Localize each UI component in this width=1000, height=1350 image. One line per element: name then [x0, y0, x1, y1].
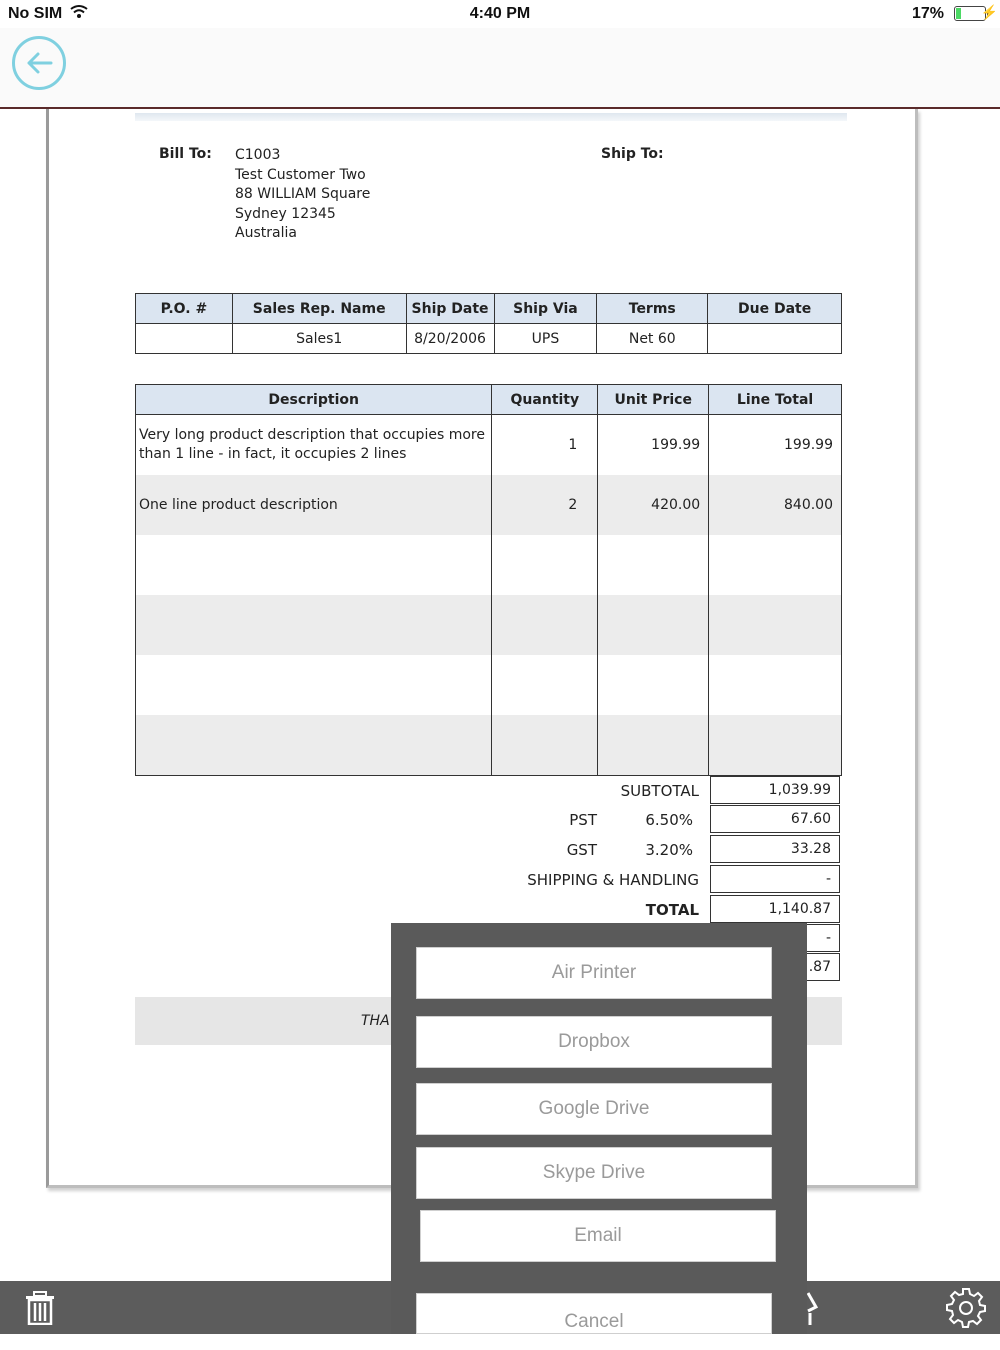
line-quantity: 1 [492, 415, 598, 476]
due-date-value [708, 324, 842, 354]
thank-you-text: THA [361, 1013, 390, 1029]
quantity-header: Quantity [492, 385, 598, 415]
status-bar [0, 0, 1000, 28]
google-drive-button[interactable]: Google Drive [416, 1083, 772, 1135]
share-icon[interactable] [806, 1289, 818, 1327]
bill-to-line: Australia [235, 225, 297, 241]
shipping-value: - [710, 865, 840, 893]
line-items-table [135, 384, 842, 776]
line-description: One line product description [136, 475, 492, 535]
bill-to-label: Bill To: [159, 146, 212, 162]
ship-to-label: Ship To: [601, 146, 664, 162]
due-date-header: Due Date [708, 294, 842, 324]
unit-price-header: Unit Price [598, 385, 709, 415]
skype-drive-button[interactable]: Skype Drive [416, 1147, 772, 1199]
ship-date-header: Ship Date [406, 294, 494, 324]
subtotal-value: 1,039.99 [710, 776, 840, 804]
email-button[interactable]: Email [420, 1210, 776, 1262]
paid-value: - [710, 924, 840, 952]
bill-to-line: 88 WILLIAM Square [235, 186, 371, 202]
line-unit-price: 199.99 [598, 415, 709, 476]
empty-row [136, 535, 842, 595]
terms-value: Net 60 [597, 324, 708, 354]
shipping-label: SHIPPING & HANDLING [527, 871, 699, 889]
dropbox-button[interactable]: Dropbox [416, 1016, 772, 1068]
empty-row [136, 655, 842, 715]
line-total: 840.00 [709, 475, 842, 535]
line-description: Very long product description that occupies more than 1 line - in fact, it occupies 2 lines [136, 415, 492, 476]
cancel-button[interactable]: Cancel [416, 1293, 772, 1334]
pst-rate: 6.50% [645, 811, 693, 829]
share-sheet [391, 923, 807, 1334]
line-total: 199.99 [709, 415, 842, 476]
trash-icon[interactable] [24, 1291, 56, 1325]
table-row [136, 475, 842, 535]
pst-label: PST [569, 811, 597, 829]
gst-rate: 3.20% [645, 841, 693, 859]
charging-icon: ⚡ [980, 4, 998, 20]
nav-bar [0, 28, 1000, 109]
bill-to-line: Sydney 12345 [235, 205, 336, 222]
back-arrow-icon [15, 39, 63, 87]
table-row [136, 415, 842, 476]
bill-to-line: Test Customer Two [235, 166, 366, 183]
line-unit-price: 420.00 [598, 475, 709, 535]
ship-date-value: 8/20/2006 [406, 324, 494, 354]
battery-percent: 17% [911, 5, 944, 22]
total-label: TOTAL [645, 901, 699, 919]
bill-to-line: C1003 [235, 147, 281, 163]
back-button[interactable] [12, 36, 66, 90]
air-printer-button[interactable]: Air Printer [416, 947, 772, 999]
header-rule [135, 113, 847, 121]
clock: 4:40 PM [469, 5, 531, 22]
bill-to-address [235, 146, 370, 244]
line-total-header: Line Total [709, 385, 842, 415]
description-header: Description [136, 385, 492, 415]
gst-label: GST [566, 841, 597, 859]
sales-rep-header: Sales Rep. Name [232, 294, 406, 324]
line-quantity: 2 [492, 475, 598, 535]
gst-value: 33.28 [710, 835, 840, 863]
gear-icon[interactable] [944, 1286, 988, 1330]
ship-via-header: Ship Via [494, 294, 597, 324]
empty-row [136, 715, 842, 776]
terms-header: Terms [597, 294, 708, 324]
subtotal-label: SUBTOTAL [620, 782, 699, 800]
balance-value: .87 [710, 953, 840, 981]
po-value [136, 324, 233, 354]
pst-value: 67.60 [710, 805, 840, 833]
po-header: P.O. # [136, 294, 233, 324]
order-info-table [135, 293, 842, 354]
empty-row [136, 595, 842, 655]
total-value: 1,140.87 [710, 895, 840, 923]
sales-rep-value: Sales1 [232, 324, 406, 354]
carrier-label: No SIM [8, 5, 63, 22]
ship-via-value: UPS [494, 324, 597, 354]
